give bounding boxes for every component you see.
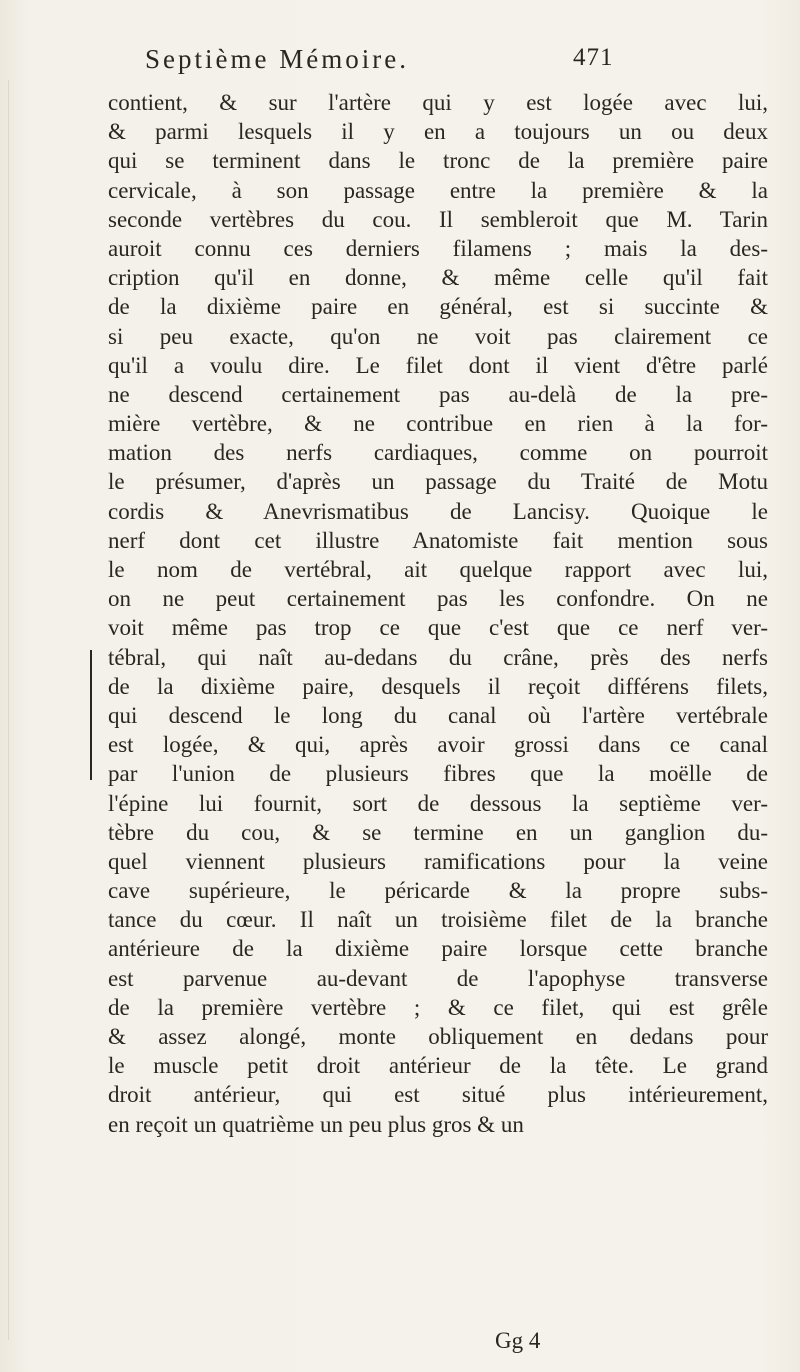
signature-mark: Gg 4 xyxy=(495,1328,541,1353)
text-line: tance du cœur. Il naît un troisième filet de la branche xyxy=(108,907,768,933)
text-line: tèbre du cou, & se termine en un ganglion du- xyxy=(108,819,768,845)
text-line: nerf dont cet illustre Anatomiste fait mention sous xyxy=(108,527,768,553)
text-line: par l'union de plusieurs fibres que la moëlle de xyxy=(108,761,768,787)
text-line: de la dixième paire, desquels il reçoit différens filets, xyxy=(108,673,768,699)
text-line: en reçoit un quatrième un peu plus gros & un xyxy=(108,1111,524,1137)
text-line: le nom de vertébral, ait quelque rapport avec lui, xyxy=(108,557,768,582)
page-header xyxy=(145,44,705,84)
text-line: qu'il a voulu dire. Le filet dont il vient d'être parlé xyxy=(108,352,768,378)
text-line: auroit connu ces derniers filamens ; mais la des- xyxy=(108,235,768,261)
text-line: quel viennent plusieurs ramifications pour la veine xyxy=(108,848,768,874)
text-line: tébral, qui naît au-dedans du crâne, près des nerfs xyxy=(108,644,768,670)
text-line: le présumer, d'après un passage du Traité de Motu xyxy=(108,469,768,495)
gutter-shadow xyxy=(8,80,9,1340)
text-line: ne descend certainement pas au-delà de la pre- xyxy=(108,381,768,407)
text-line: est parvenue au-devant de l'apophyse transverse xyxy=(108,965,768,991)
running-title: Septième Mémoire. xyxy=(145,44,409,74)
text-line: & assez alongé, monte obliquement en dedans pour xyxy=(108,1024,768,1049)
text-line: de la dixième paire en général, est si succinte & xyxy=(108,294,768,320)
text-line: & parmi lesquels il y en a toujours un ou deux xyxy=(108,119,768,145)
text-line: est logée, & qui, après avoir grossi dans ce canal xyxy=(108,732,768,758)
text-line: cription qu'il en donne, & même celle qu'il fait xyxy=(108,265,768,291)
text-line: on ne peut certainement pas les confondre. On ne xyxy=(108,586,768,612)
page-number: 471 xyxy=(573,44,614,71)
text-line: qui descend le long du canal où l'artère vertébrale xyxy=(108,702,768,728)
text-line: cervicale, à son passage entre la première & la xyxy=(108,177,768,203)
text-line: droit antérieur, qui est situé plus intérieurement, xyxy=(108,1082,768,1108)
text-line: contient, & sur l'artère qui y est logée avec lui, xyxy=(108,90,768,115)
text-line: cave supérieure, le péricarde & la propre subs- xyxy=(108,878,768,904)
margin-mark xyxy=(90,650,92,780)
text-line: seconde vertèbres du cou. Il sembleroit que M. Tarin xyxy=(108,206,768,232)
text-line: qui se terminent dans le tronc de la première paire xyxy=(108,148,768,174)
text-line: mation des nerfs cardiaques, comme on pourroit xyxy=(108,440,768,466)
text-line: cordis & Anevrismatibus de Lancisy. Quoique le xyxy=(108,498,768,524)
text-line: antérieure de la dixième paire lorsque cette branche xyxy=(108,936,768,962)
body-text xyxy=(108,88,768,1139)
text-line: mière vertèbre, & ne contribue en rien à la for- xyxy=(108,411,768,437)
text-line: si peu exacte, qu'on ne voit pas clairement ce xyxy=(108,323,768,349)
text-line: voit même pas trop ce que c'est que ce nerf ver- xyxy=(108,615,768,641)
text-line: de la première vertèbre ; & ce filet, qui est grêle xyxy=(108,994,768,1020)
text-line: le muscle petit droit antérieur de la tête. Le grand xyxy=(108,1053,768,1079)
text-line: l'épine lui fournit, sort de dessous la septième ver- xyxy=(108,790,768,816)
